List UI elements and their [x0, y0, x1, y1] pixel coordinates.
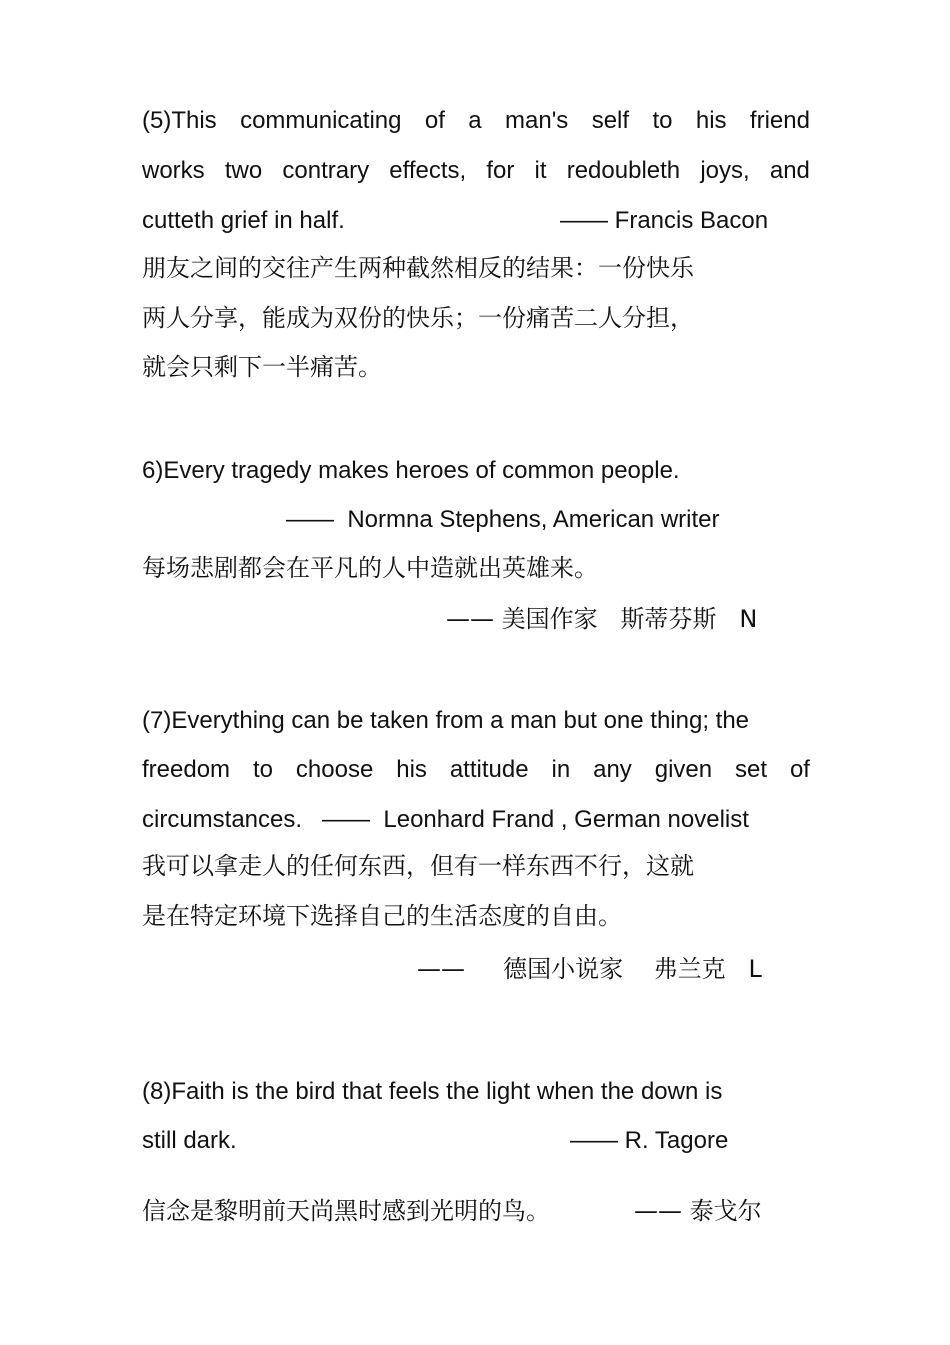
quote-8-line-2: still dark. — [142, 1127, 237, 1154]
quote-6-line-1: 6)Every tragedy makes heroes of common people. — [142, 457, 680, 484]
quote-6-attribution: —— Normna Stephens, American writer — [286, 506, 720, 533]
quote-6-zh-line-1: 每场悲剧都会在平凡的人中造就出英雄来。 — [142, 554, 598, 582]
quote-5-line-1: (5)This communicating of a man's self to his friend — [142, 107, 810, 134]
quote-5-attribution: —— Francis Bacon — [560, 207, 769, 234]
quote-8-attribution: —— R. Tagore — [570, 1127, 729, 1154]
quote-5-zh-line-1: 朋友之间的交往产生两种截然相反的结果：一份快乐 — [142, 254, 694, 282]
quote-7-line-1: (7)Everything can be taken from a man but one thing; the — [142, 707, 750, 734]
quote-5-line-3: cutteth grief in half. — [142, 207, 345, 234]
quote-8-zh-line-1: 信念是黎明前天尚黑时感到光明的鸟。 — [142, 1197, 550, 1225]
quote-5-line-2: works two contrary effects, for it redoubleth joys, and — [142, 157, 810, 184]
quote-7-zh-line-2: 是在特定环境下选择自己的生活态度的自由。 — [142, 902, 622, 930]
quote-5-zh-line-3: 就会只剩下一半痛苦。 — [142, 353, 382, 381]
quote-7-zh-attribution: —— 德国小说家 弗兰克 L — [417, 955, 762, 983]
quote-7-zh-line-1: 我可以拿走人的任何东西，但有一样东西不行，这就 — [142, 852, 694, 880]
quote-7-line-2: freedom to choose his attitude in any given set of — [142, 756, 810, 783]
quote-7-line-3: circumstances. —— Leonhard Frand , German novelist — [142, 806, 749, 833]
quote-8-line-1: (8)Faith is the bird that feels the light when the down is — [142, 1078, 723, 1105]
quote-6-zh-attribution: —— 美国作家 斯蒂芬斯 N — [446, 605, 758, 633]
quote-5-zh-line-2: 两人分享，能成为双份的快乐；一份痛苦二人分担， — [142, 304, 694, 332]
quote-8-zh-attribution: —— 泰戈尔 — [634, 1197, 762, 1225]
